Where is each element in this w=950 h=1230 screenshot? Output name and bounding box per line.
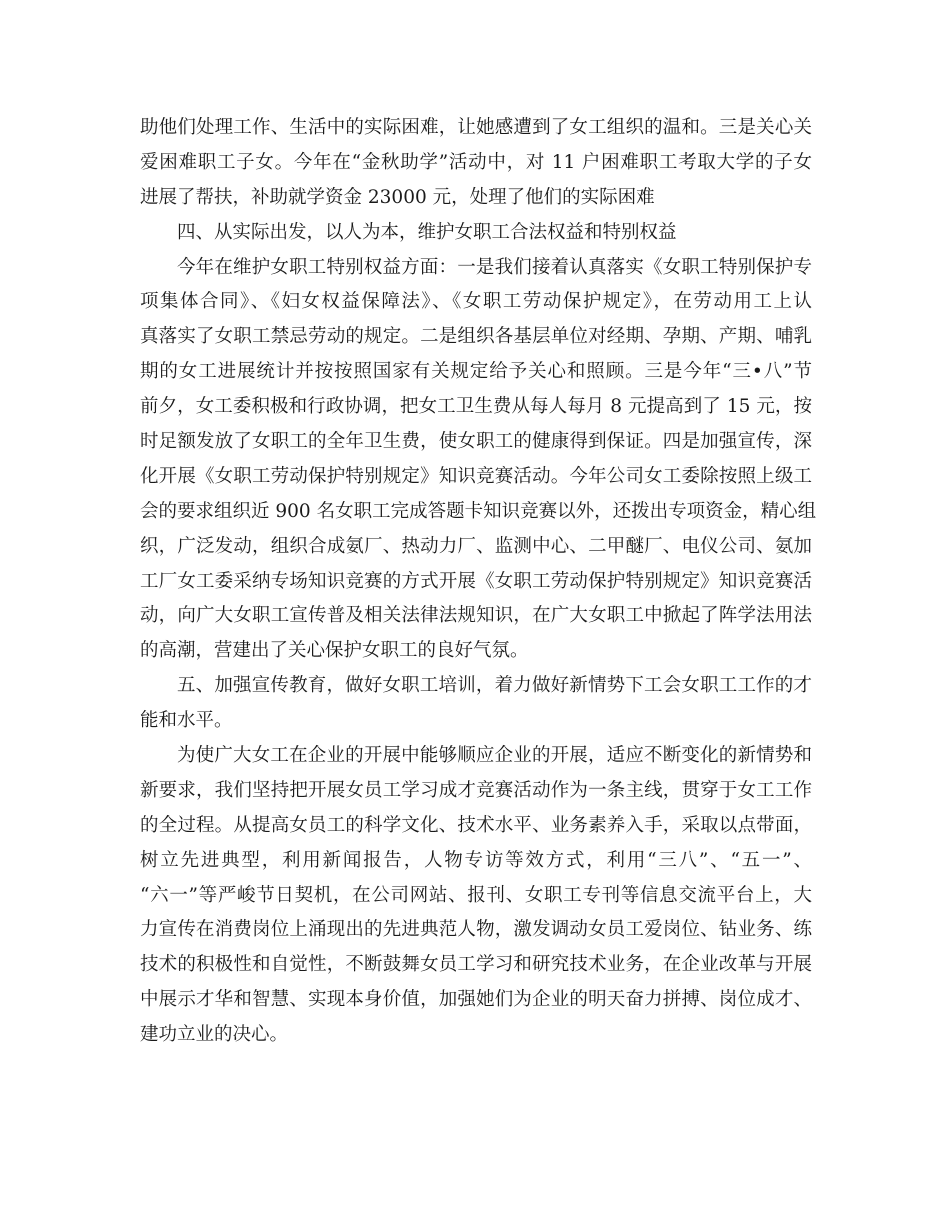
text-line: 为使广大女工在企业的开展中能够顺应企业的开展，适应不断变化的新情势和 <box>177 745 812 767</box>
text-line: 树立先进典型，利用新闻报告，人物专访等效方式，利用“三八”、“五一”、 <box>140 849 812 871</box>
text-line: 时足额发放了女职工的全年卫生费，使女职工的健康得到保证。四是加强宣传，深 <box>140 431 812 453</box>
text-line: 新要求，我们坚持把开展女员工学习成才竞赛活动作为一条主线，贯穿于女工工作 <box>140 779 812 801</box>
text-line: “六一”等严峻节日契机，在公司网站、报刊、女职工专刊等信息交流平台上，大 <box>140 884 812 906</box>
text-line: 会的要求组织近 900 名女职工完成答题卡知识竞赛以外，还拨出专项资金，精心组 <box>140 500 817 522</box>
text-line: 建功立业的决心。 <box>140 1024 289 1046</box>
text-line: 真落实了女职工禁忌劳动的规定。二是组织各基层单位对经期、孕期、产期、哺乳 <box>140 326 812 348</box>
text-line: 中展示才华和智慧、实现本身价值，加强她们为企业的明天奋力拼搏、岗位成才、 <box>140 989 812 1011</box>
text-line: 期的女工进展统计并按按照国家有关规定给予关心和照顾。三是今年“三•八”节 <box>140 361 812 383</box>
text-line: 前夕，女工委积极和行政协调，把女工卫生费从每人每月 8 元提高到了 15 元，按 <box>140 396 812 418</box>
text-line: 五、加强宣传教育，做好女职工培训，着力做好新情势下工会女职工工作的才 <box>177 675 812 697</box>
document-body <box>140 111 817 1053</box>
text-line: 动，向广大女职工宣传普及相关法律法规知识，在广大女职工中掀起了阵学法用法 <box>140 605 812 627</box>
text-line: 爱困难职工子女。今年在“金秋助学”活动中，对 11 户困难职工考取大学的子女 <box>140 151 812 173</box>
text-line: 四、从实际出发，以人为本，维护女职工合法权益和特别权益 <box>177 221 677 243</box>
text-line: 进展了帮扶，补助就学资金 23000 元，处理了他们的实际困难 <box>140 186 655 208</box>
text-line: 技术的积极性和自觉性，不断鼓舞女员工学习和研究技术业务，在企业改革与开展 <box>140 954 812 976</box>
text-line: 力宣传在消费岗位上涌现出的先进典范人物，激发调动女员工爱岗位、钻业务、练 <box>140 919 812 941</box>
document-page <box>140 111 817 1053</box>
text-line: 的全过程。从提高女员工的科学文化、技术水平、业务素养入手，采取以点带面， <box>140 814 812 836</box>
text-line: 能和水平。 <box>140 710 233 732</box>
text-line: 化开展《女职工劳动保护特别规定》知识竞赛活动。今年公司女工委除按照上级工 <box>140 465 812 487</box>
text-line: 工厂女工委采纳专场知识竞赛的方式开展《女职工劳动保护特别规定》知识竞赛活 <box>140 570 812 592</box>
text-line: 的高潮，营建出了关心保护女职工的良好气氛。 <box>140 640 529 662</box>
text-line: 项集体合同》、《妇女权益保障法》、《女职工劳动保护规定》，在劳动用工上认 <box>140 291 812 313</box>
text-line: 今年在维护女职工特别权益方面：一是我们接着认真落实《女职工特别保护专 <box>177 256 812 278</box>
text-line: 织，广泛发动，组织合成氨厂、热动力厂、监测中心、二甲醚厂、电仪公司、氨加 <box>140 535 812 557</box>
text-line: 助他们处理工作、生活中的实际困难，让她感遭到了女工组织的温和。三是关心关 <box>140 117 812 138</box>
